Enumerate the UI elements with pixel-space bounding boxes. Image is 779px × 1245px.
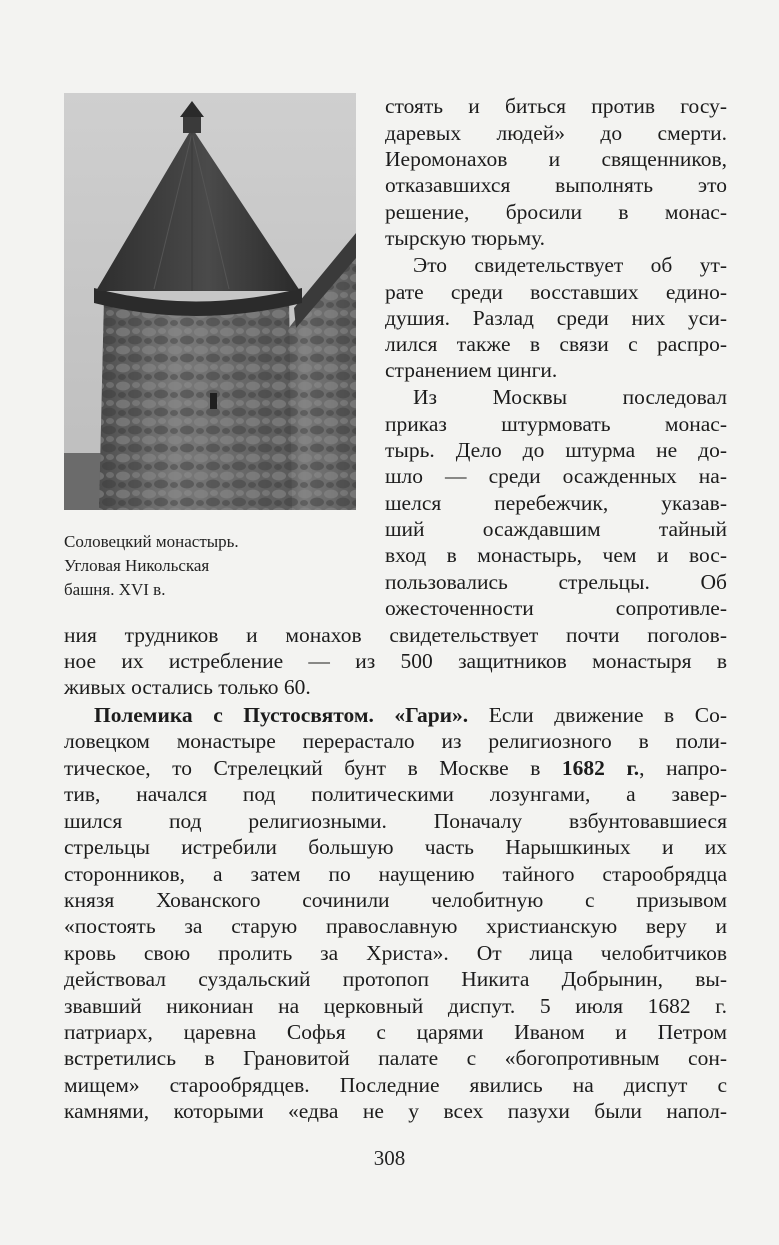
- text-line: кровь свою пролить за Христа». От лица челобитчиков: [64, 941, 727, 965]
- text-line: ловецком монастыре перерастало из религиозного в поли-: [64, 729, 727, 753]
- caption-line: Угловая Никольская: [64, 556, 210, 575]
- tower-photo: [64, 93, 356, 510]
- year-highlight: 1682 г.: [561, 756, 640, 780]
- text-line: тырскую тюрьму.: [385, 226, 546, 250]
- paragraph-first-line: Это свидетельствует об ут-: [413, 253, 727, 277]
- section-first-line: [94, 702, 727, 728]
- text-span: тическое, то Стрелецкий бунт в Москве в: [64, 756, 541, 780]
- text-line: пользовались стрельцы. Об: [385, 570, 727, 594]
- text-line: шился под религиозными. Поначалу взбунтовавшиеся: [64, 809, 727, 833]
- text-line: «постоять за старую православную христианскую веру и: [64, 914, 727, 938]
- section-heading: Полемика с Пустосвятом. «Гари».: [94, 703, 469, 727]
- text-line: тырь. Дело до штурма не до-: [385, 438, 727, 462]
- text-line: тив, начался под политическими лозунгами, а завер-: [64, 782, 727, 806]
- text-line: рате среди восставших едино-: [385, 280, 727, 304]
- text-span: Если движение в Со-: [488, 703, 728, 727]
- text-line: патриарх, царевна Софья с царями Иваном и Петром: [64, 1020, 727, 1044]
- text-line: звавший никониан на церковный диспут. 5 июля 1682 г.: [64, 994, 727, 1018]
- paragraph-first-line: Из Москвы последовал: [413, 385, 727, 409]
- text-line: мищем» старообрядцев. Последние явились на диспут с: [64, 1073, 727, 1097]
- text-line: ния трудников и монахов свидетельствует почти поголов-: [64, 623, 727, 647]
- figure-caption: [64, 530, 364, 602]
- text-line: лился также в связи с распро-: [385, 332, 727, 356]
- text-line: шло — среди осажденных на-: [385, 464, 727, 488]
- text-line: душия. Разлад среди них уси-: [385, 306, 727, 330]
- text-line: даревых людей» до смерти.: [385, 121, 727, 145]
- text-line: странением цинги.: [385, 358, 558, 382]
- text-line: вход в монастырь, чем и вос-: [385, 543, 727, 567]
- text-span: , напро-: [639, 756, 728, 780]
- text-line: [64, 755, 727, 781]
- text-line: живых остались только 60.: [64, 675, 311, 699]
- text-line: встретились в Грановитой палате с «богопротивным сон-: [64, 1046, 727, 1070]
- text-line: шелся перебежчик, указав-: [385, 491, 727, 515]
- text-line: отказавшихся выполнять это: [385, 173, 727, 197]
- text-line: сторонников, а затем по наущению тайного старообрядца: [64, 862, 727, 886]
- page-number: 308: [373, 1146, 406, 1170]
- text-line: стрельцы истребили большую часть Нарышкиных и их: [64, 835, 727, 859]
- text-line: стоять и биться против госу-: [385, 94, 727, 118]
- text-line: ожесточенности сопротивле-: [385, 596, 727, 620]
- text-line: Иеромонахов и священников,: [385, 147, 727, 171]
- text-line: камнями, которыми «едва не у всех пазухи были напол-: [64, 1099, 727, 1123]
- text-line: ший осаждавшим тайный: [385, 517, 727, 541]
- text-line: ное их истребление — из 500 защитников монастыря в: [64, 649, 727, 673]
- text-line: приказ штурмовать монас-: [385, 412, 727, 436]
- text-line: князя Хованского сочинили челобитную с призывом: [64, 888, 727, 912]
- caption-line: Соловецкий монастырь.: [64, 532, 239, 551]
- text-line: решение, бросили в монас-: [385, 200, 727, 224]
- caption-line: башня. XVI в.: [64, 580, 166, 599]
- tower-photo-image: [64, 93, 356, 510]
- text-line: действовал суздальский протопоп Никита Добрынин, вы-: [64, 967, 727, 991]
